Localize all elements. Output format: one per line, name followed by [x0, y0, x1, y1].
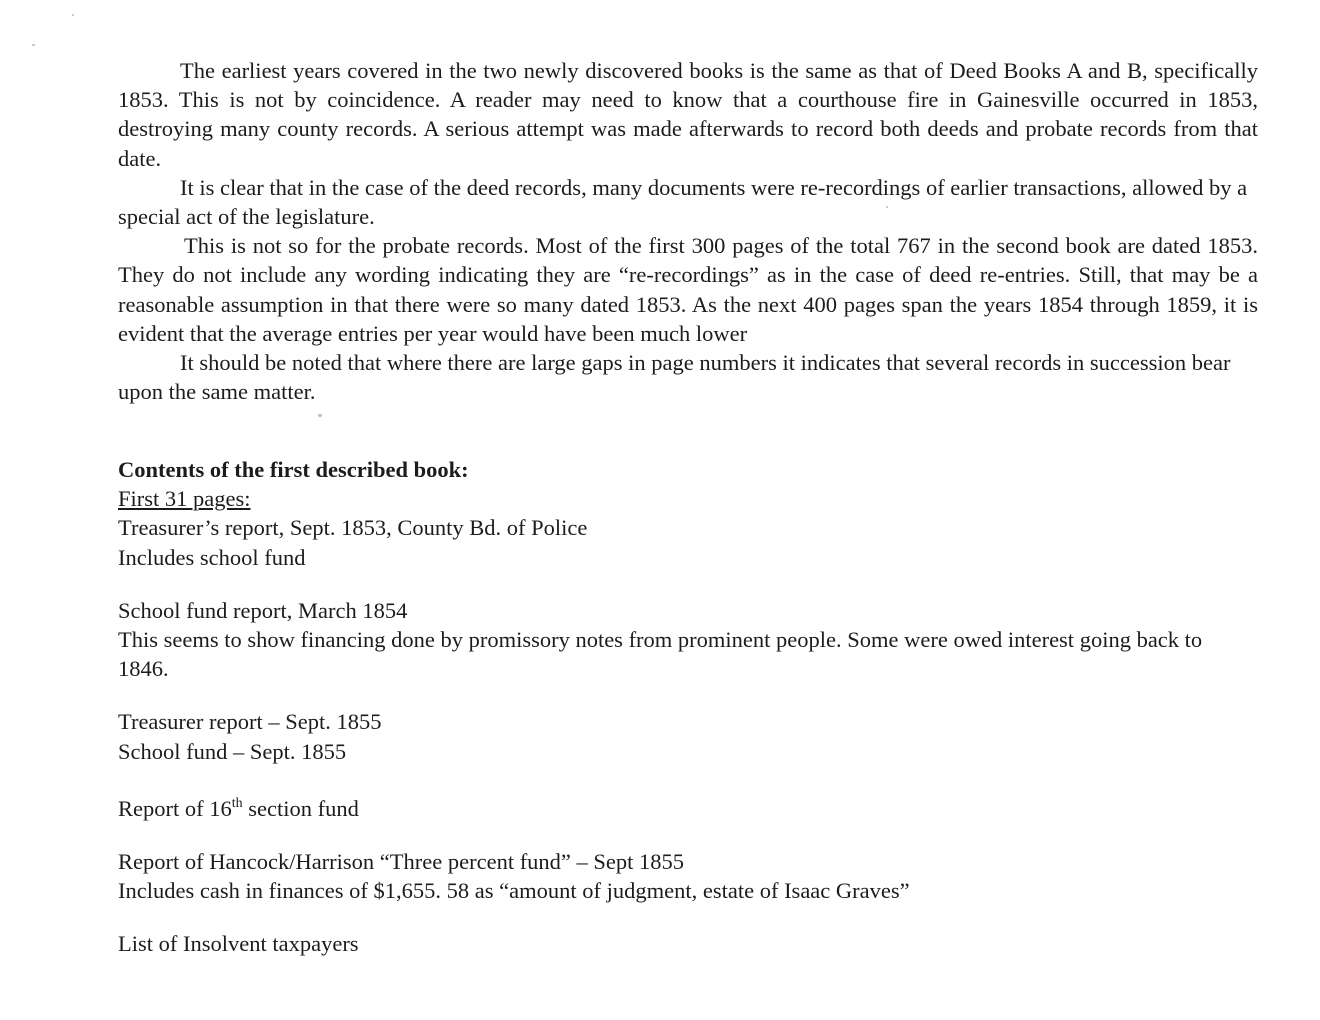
school-fund-report-1854: School fund report, March 1854: [118, 597, 408, 623]
section-fund-report: [118, 794, 1258, 823]
three-percent-fund-report: Report of Hancock/Harrison “Three percent fund” – Sept 1855: [118, 849, 685, 875]
intro-paragraph-4: It should be noted that where there are large gaps in page numbers it indicates that several records in succession bear upon the same matter.: [118, 350, 1231, 405]
intro-section: [118, 56, 1258, 406]
section-fund-prefix: Report of 16: [118, 795, 232, 821]
section-fund-superscript: th: [231, 795, 243, 811]
contents-heading: Contents of the first described book:: [118, 457, 469, 482]
treasurer-report-1853: Treasurer’s report, Sept. 1853, County Bd. of Police: [118, 515, 588, 541]
intro-paragraph-3: This is not so for the probate records. Most of the first 300 pages of the total 767 in the second book are dated 1853. They do not include any wording indicating they are “re-recordings” as in the case of deed re-entries. Still, that may be a reasonable assumption in that there were so many dated 1853. As the next 400 pages span the years 1854 through 1859, it is evident that the average entries per year would have been much lower: [118, 233, 1258, 346]
contents-section: [118, 455, 1258, 959]
intro-paragraph-1: The earliest years covered in the two newly discovered books is the same as that of Deed Books A and B, specifically 1853. This is not by coincidence. A reader may need to know that a courthouse fire in Gainesville occurred in 1853, destroying many county records. A serious attempt was made afterwards to record both deeds and probate records from that date.: [118, 58, 1258, 171]
section-fund-suffix: section fund: [242, 795, 359, 821]
cash-judgment-note: Includes cash in finances of $1,655. 58 as “amount of judgment, estate of Isaac Graves”: [118, 878, 910, 904]
scan-speck: [886, 206, 888, 208]
scan-speck: [72, 14, 74, 16]
includes-school-fund: Includes school fund: [118, 544, 306, 570]
school-fund-1855: School fund – Sept. 1855: [118, 738, 347, 764]
financing-note: This seems to show financing done by promissory notes from prominent people. Some were owed interest going back to 1846.: [118, 627, 1203, 682]
treasurer-report-1855: Treasurer report – Sept. 1855: [118, 709, 382, 735]
insolvent-taxpayers: List of Insolvent taxpayers: [118, 931, 359, 957]
scan-speck: [32, 44, 35, 46]
intro-paragraph-2: It is clear that in the case of the deed records, many documents were re-recordings of earlier transactions, allowed by a special act of the legislature.: [118, 174, 1248, 230]
contents-subheading: First 31 pages:: [118, 486, 251, 512]
scan-speck: [318, 414, 322, 417]
